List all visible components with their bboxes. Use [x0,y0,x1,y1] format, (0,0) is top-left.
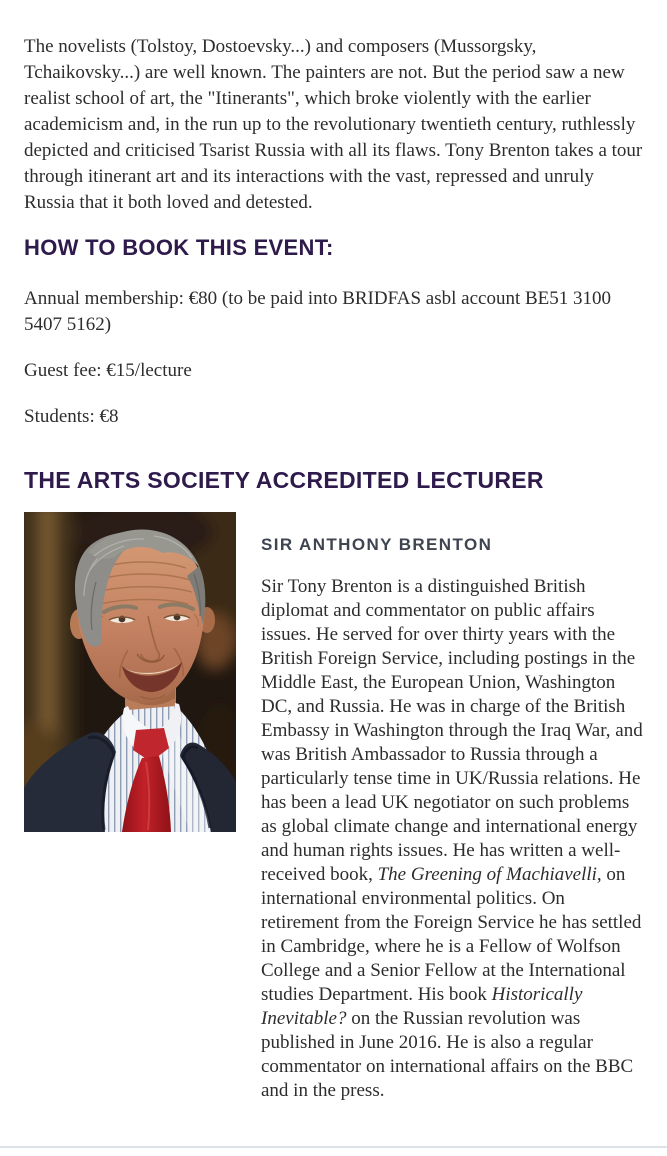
booking-membership: Annual membership: €80 (to be paid into BRIDFAS asbl account BE51 3100 5407 5162) [24,288,611,336]
bio-text-3: on the Russian revolution was published in June 2016. He is also a regular commentator on international affairs on the BBC and in the press. [261,1007,634,1101]
lecturer-name: SIR ANTHONY BRENTON [261,535,493,555]
lecturer-portrait-illustration [24,512,236,832]
accredited-lecturer-heading: THE ARTS SOCIETY ACCREDITED LECTURER [24,467,544,494]
lecturer-section [24,512,645,1102]
bio-text-2: on international environmental politics. On retirement from the Foreign Service he has settled in Cambridge, where he is a Fellow of Wolfson College and a Senior Fellow at the International studies Department. His book [261,863,642,1005]
lecturer-bio [261,575,645,1103]
booking-guest-fee: Guest fee: €15/lecture [24,360,192,382]
booking-students: Students: €8 [24,406,119,428]
event-description: The novelists (Tolstoy, Dostoevsky...) and composers (Mussorgsky, Tchaikovsky...) are well known. The painters are not. But the period saw a new realist school of art, the "Itinerants", which broke violently with the earlier academicism and, in the run up to the revolutionary twentieth century, ruthlessly depicted and criticised Tsarist Russia with all its flaws. Tony Brenton takes a tour through itinerant art and its interactions with the vast, repressed and unruly Russia that it both loved and detested. [24,36,643,213]
book-title-historically-inevitable: Historically Inevitable? [261,983,583,1029]
lecturer-bio-column [261,512,645,1102]
bio-text-1: Sir Tony Brenton is a distinguished British diplomat and commentator on public affairs issues. He served for over thirty years with the British Foreign Service, including postings in the Middle East, the European Union, Washington DC, and Russia. He was in charge of the British Embassy in Washington through the Iraq War, and was British Ambassador to Russia through a particularly tense time in UK/Russia relations. He has been a lead UK negotiator on such problems as global climate change and international energy and human rights issues. He has written a well-received book, [261,575,643,885]
lecturer-photo [24,512,236,832]
book-title-greening-of-machiavelli: The Greening of Machiavelli, [377,863,602,885]
booking-heading: HOW TO BOOK THIS EVENT: [24,235,334,260]
bottom-divider [0,1146,667,1148]
